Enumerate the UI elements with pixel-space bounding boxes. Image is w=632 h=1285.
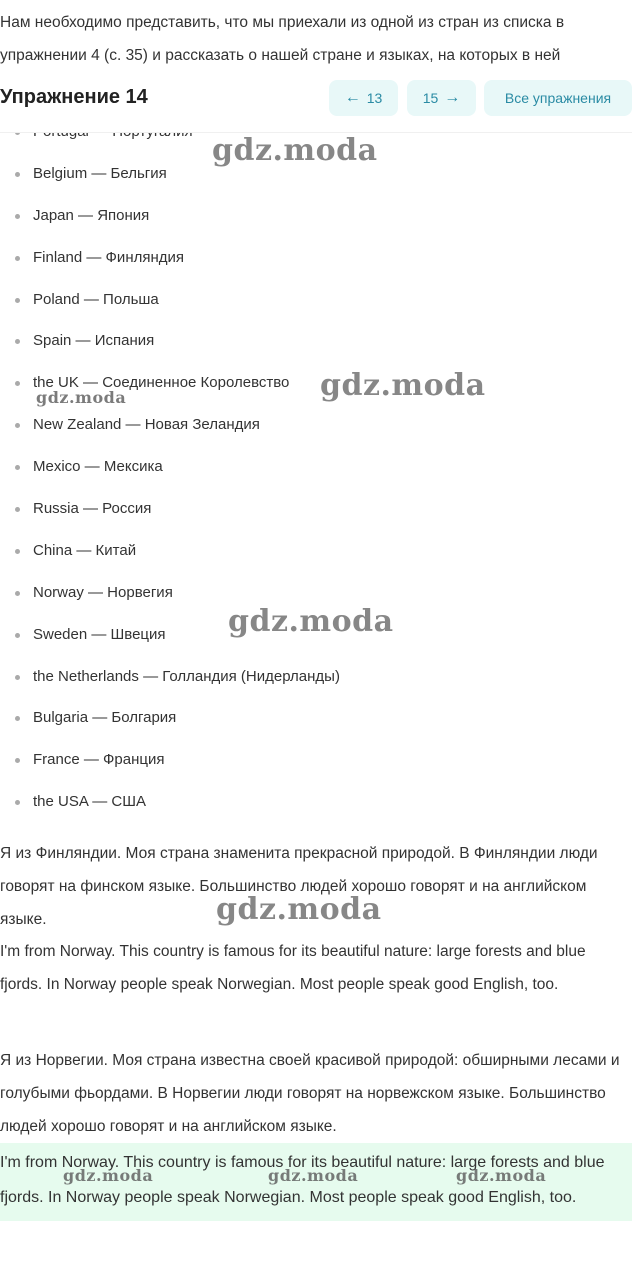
watermark: gdz.moda [320,368,486,403]
arrow-left-icon: ← [344,89,361,106]
page-title: Упражнение 14 [0,86,148,108]
list-item: Spain — Испания [0,325,632,367]
list-item: Norway — Норвегия [0,577,632,619]
watermark: gdz.moda [36,388,127,407]
watermark: gdz.moda [216,892,382,927]
all-exercises-button[interactable] [484,80,632,116]
prev-exercise-label: 13 [366,90,383,106]
list-item: Poland — Польша [0,284,632,326]
prev-exercise-button[interactable] [329,80,398,116]
list-item: Finland — Финляндия [0,242,632,284]
list-item: China — Китай [0,535,632,577]
highlighted-answer-paragraph: I'm from Norway. This country is famous for its beautiful nature: large forests and blue fjords. In Norway people speak Norwegian. Most people speak good English, too. [0,1143,632,1221]
list-item: Russia — Россия [0,493,632,535]
country-list [0,116,632,828]
watermark: gdz.moda [212,133,378,168]
list-item: Mexico — Мексика [0,451,632,493]
watermark: gdz.moda [456,1166,547,1185]
exercise-header [0,78,632,133]
list-item: New Zealand — Новая Зеландия [0,409,632,451]
list-item: the USA — США [0,786,632,828]
all-exercises-label: Все упражнения [504,90,612,106]
list-item: the UK — Соединенное Королевство [0,367,632,409]
answer-paragraph-norway-ru: Я из Норвегии. Моя страна известна своей красивой природой: обширными лесами и голубыми фьордами. В Норвегии люди говорят на норвежском языке. Большинство людей хорошо говорят и на английском языке. [0,1052,620,1135]
answer-paragraph-norway-en: I'm from Norway. This country is famous for its beautiful nature: large forests and blue fjords. In Norway people speak Norwegian. Most people speak good English, too. [0,943,586,993]
next-exercise-label: 15 [422,90,439,106]
answer-paragraph-finland-ru: Я из Финляндии. Моя страна знаменита прекрасной природой. В Финляндии люди говорят на финском языке. Большинство людей хорошо говорят и на английском языке. [0,845,598,928]
list-item: Bulgaria — Болгария [0,702,632,744]
watermark: gdz.moda [63,1166,154,1185]
list-item: Belgium — Бельгия [0,158,632,200]
list-item: Japan — Япония [0,200,632,242]
watermark: gdz.moda [268,1166,359,1185]
list-item: Sweden — Швеция [0,619,632,661]
watermark: gdz.moda [228,604,394,639]
list-item: France — Франция [0,744,632,786]
next-exercise-button[interactable] [407,80,476,116]
intro-text: Нам необходимо представить, что мы приехали из одной из стран из списка в упражнении 4 (с. 35) и рассказать о нашей стране и языках, на которых в ней [0,14,565,64]
arrow-right-icon: → [444,89,461,106]
list-item: the Netherlands — Голландия (Нидерланды) [0,661,632,703]
